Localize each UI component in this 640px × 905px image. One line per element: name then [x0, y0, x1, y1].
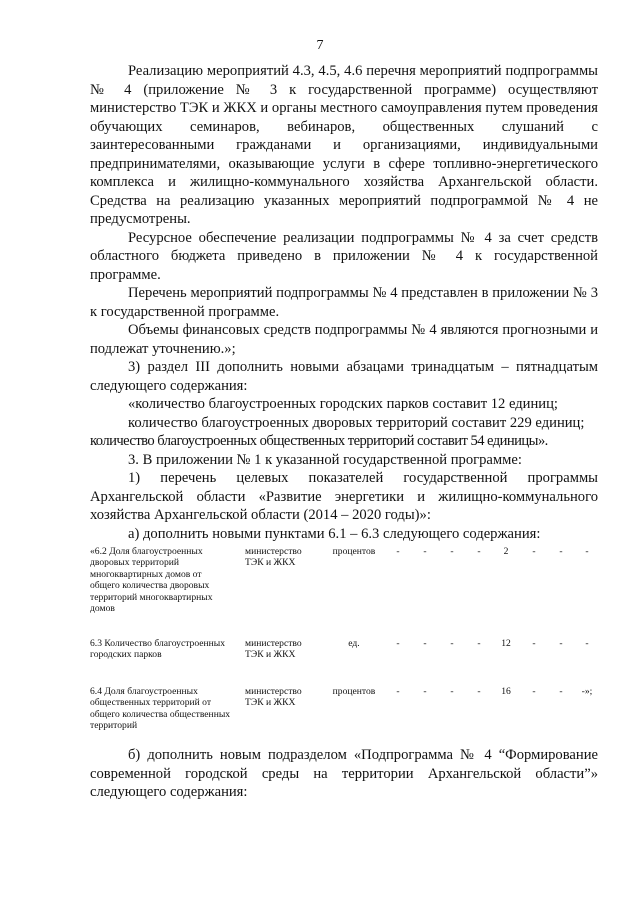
indicator-unit: процентов: [332, 546, 376, 557]
indicator-name: «6.2 Доля благоустроенных дворовых территорий многоквартирных домов от общего количества дворовых территорий многоквартирных домов: [90, 546, 213, 615]
paragraph: а) дополнить новыми пунктами 6.1 – 6.3 следующего содержания:: [128, 525, 541, 542]
indicator-name: 6.3 Количество благоустроенных городских парков: [90, 638, 225, 661]
indicator-value: -: [423, 686, 427, 697]
paragraph: Перечень мероприятий подпрограммы № 4 представлен в приложении № 3 к государственной программе.: [90, 285, 598, 320]
indicator-value: -: [477, 546, 481, 557]
indicator-value: -: [396, 686, 400, 697]
table-row: [90, 638, 598, 686]
indicator-value: -: [423, 546, 427, 557]
indicator-unit: ед.: [348, 638, 360, 649]
indicator-executor: министерство ТЭК и ЖКХ: [245, 686, 302, 709]
table-row: [90, 686, 598, 746]
page-number: 7: [316, 38, 324, 53]
indicator-value: -: [585, 638, 589, 649]
indicator-executor: министерство ТЭК и ЖКХ: [245, 546, 302, 569]
indicator-value: 12: [501, 638, 511, 649]
indicator-value: -: [532, 638, 536, 649]
document-body: [90, 62, 598, 543]
paragraph: Объемы финансовых средств подпрограммы № 4 являются прогнозными и подлежат уточнению.»;: [90, 322, 598, 357]
paragraph: количество благоустроенных общественных территорий составит 54 единицы».: [90, 433, 548, 449]
indicator-value: 16: [501, 686, 511, 697]
indicator-name: 6.4 Доля благоустроенных общественных территорий от общего количества общественных территорий: [90, 686, 231, 732]
indicator-value: -: [423, 638, 427, 649]
paragraph: 3. В приложении № 1 к указанной государственной программе:: [128, 451, 522, 468]
indicator-value: -: [477, 638, 481, 649]
indicator-value: -: [450, 546, 454, 557]
paragraph: «количество благоустроенных городских парков составит 12 единиц;: [128, 396, 558, 412]
paragraph: 3) раздел III дополнить новыми абзацами тринадцатым – пятнадцатым следующего содержания:: [90, 359, 598, 394]
paragraph: количество благоустроенных дворовых территорий составит 229 единиц;: [128, 414, 585, 431]
indicator-value: -: [559, 686, 563, 697]
indicator-value: -: [396, 546, 400, 557]
indicator-unit: процентов: [332, 686, 376, 697]
indicator-value: -: [396, 638, 400, 649]
indicator-value: -: [585, 546, 589, 557]
after-table-section: [90, 746, 598, 802]
paragraph: Ресурсное обеспечение реализации подпрограммы № 4 за счет средств областного бюджета приведено в приложении № 4 к государственной программе.: [90, 229, 598, 283]
paragraph: Реализацию мероприятий 4.3, 4.5, 4.6 перечня мероприятий подпрограммы № 4 (приложение № 3 к государственной программе) осуществляют министерство ТЭК и ЖКХ и органы местного самоуправления путем проведения обучающих семинаров, вебинаров, общественных слушаний с заинтересованными гражданами и организациями, индивидуальными предпринимателями, оказывающие услуги в сфере топливно-энергетического комплекса и жилищно-коммунального хозяйства Архангельской области. Средства на реализацию указанных мероприятий подпрограммой № 4 не предусмотрены.: [90, 63, 598, 227]
table-row: [90, 546, 598, 638]
indicators-table: [90, 546, 598, 746]
indicator-value: -: [450, 686, 454, 697]
indicator-value: -»;: [581, 686, 593, 697]
indicator-value: -: [559, 638, 563, 649]
indicator-value: -: [532, 546, 536, 557]
indicator-value: -: [532, 686, 536, 697]
indicator-value: -: [559, 546, 563, 557]
indicator-value: -: [450, 638, 454, 649]
indicator-value: -: [477, 686, 481, 697]
indicator-executor: министерство ТЭК и ЖКХ: [245, 638, 302, 661]
paragraph: б) дополнить новым подразделом «Подпрограмма № 4 “Формирование современной городской среды на территории Архангельской области”» следующего содержания:: [90, 747, 598, 800]
indicator-value: 2: [503, 546, 509, 557]
paragraph: 1) перечень целевых показателей государственной программы Архангельской области «Развитие энергетики и жилищно-коммунального хозяйства Архангельской области (2014 – 2020 годы)»:: [90, 470, 598, 523]
